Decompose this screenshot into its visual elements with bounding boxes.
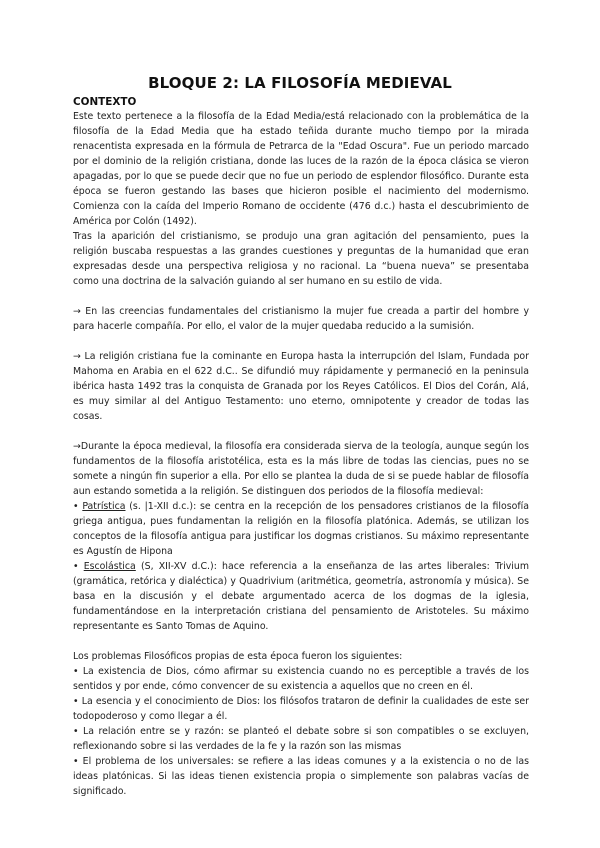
- bullet-patristica: [73, 499, 529, 559]
- page-title: BLOQUE 2: LA FILOSOFÍA MEDIEVAL: [148, 74, 452, 92]
- document-body: [73, 95, 529, 799]
- bullet-marker: •: [73, 561, 84, 572]
- problem-item-universals: • El problema de los universales: se refiere a las ideas comunes y a la existencia o no de las ideas platónicas. Si las ideas tienen existencia propia o simplemente son palabras vacías de significado.: [73, 756, 529, 797]
- arrow-paragraph-women: → En las creencias fundamentales del cristianismo la mujer fue creada a partir del hombre y para hacerle compañía. Por ello, el valor de la mujer quedaba reducido a la sumisión.: [73, 306, 529, 332]
- bullet-marker: •: [73, 501, 83, 512]
- problem-item-existence: • La existencia de Dios, cómo afirmar su existencia cuando no es perceptible a través de los sentidos y por ende, cómo convencer de su existencia a aquellos que no creen en él.: [73, 666, 529, 692]
- arrow-paragraph-theology: →Durante la época medieval, la filosofía era considerada sierva de la teología, aunque según los fundamentos de la filosofía aristotélica, esta es la más libre de todas las ciencias, pues no se somete a ningún fin superior a ella. Por ello se plantea la duda de si se puede hablar de filosofía aun estando sometida a la religión. Se distinguen dos periodos de la filosofía medieval:: [73, 441, 529, 497]
- patristica-description: (s. |1-XII d.c.): se centra en la recepción de los pensadores cristianos de la filosofía griega antigua, pues fundamentan la religión en la filosofía platónica. Además, se utilizan los conceptos de la filosofía antigua para justificar los dogmas cristianos. Su máximo representante es Agustín de Hipona: [73, 501, 529, 557]
- spacer: [73, 424, 529, 439]
- arrow-paragraph-islam: → La religión cristiana fue la cominante en Europa hasta la interrupción del Islam, Fundada por Mahoma en Arabia en el 622 d.C.. Se difundió muy rápidamente y permaneció en la peninsula ibérica hasta 1492 tras la conquista de Granada por los Reyes Católicos. El Dios del Corán, Alá, es muy similar al del Antiguo Testamento: uno eterno, omnipotente y creador de todas las cosas.: [73, 351, 529, 422]
- bullet-escolastica: [73, 559, 529, 634]
- problem-item-faith-reason: • La relación entre se y razón: se planteó el debate sobre si son compatibles o se excluyen, reflexionando sobre si las verdades de la fe y la razón son las mismas: [73, 726, 529, 752]
- intro-paragraph: Este texto pertenece a la filosofía de la Edad Media/está relacionado con la problemática de la filosofía de la Edad Media que ha estado teñida durante mucho tiempo por la mirada renacentista expresada en la fórmula de Petrarca de la "Edad Oscura". Fue un periodo marcado por el dominio de la religión cristiana, donde las luces de la razón de la época clásica se vieron apagadas, por lo que se puede decir que no fue un periodo de esplendor filosófico. Durante esta época se fueron gestando las bases que hicieron posible el nacimiento del modernismo. Comienza con la caída del Imperio Romano de occidente (476 d.c.) hasta el descubrimiento de América por Colón (1492).: [73, 111, 529, 227]
- escolastica-description: (S, XII-XV d.C.): hace referencia a la enseñanza de las artes liberales: Trivium (gramática, retórica y dialéctica) y Quadrivium (aritmética, geometría, astronomía y música). Se basa en la discusión y el debate argumentado acerca de los dogmas de la iglesia, fundamentándose en la interpretación cristiana del pensamiento de Aristoteles. Su máximo representante es Santo Tomas de Aquino.: [73, 561, 529, 632]
- problems-intro: Los problemas Filosóficos propias de esta época fueron los siguientes:: [73, 651, 403, 662]
- problem-item-essence: • La esencia y el conocimiento de Dios: los filósofos trataron de definir la cualidades de este ser todopoderoso y como llegar a él.: [73, 696, 529, 722]
- patristica-term: Patrística: [82, 501, 126, 512]
- intro-paragraph-2: Tras la aparición del cristianismo, se produjo una gran agitación del pensamiento, pues la religión buscaba respuestas a las grandes cuestiones y preguntas de la humanidad que eran expresadas desde una perspectiva religiosa y no racional. La “buena nueva” se presentaba como una doctrina de la salvación guiando al ser humano en su estilo de vida.: [73, 231, 529, 287]
- escolastica-term: Escolástica: [83, 561, 136, 572]
- spacer: [73, 634, 529, 649]
- spacer: [73, 334, 529, 349]
- spacer: [73, 289, 529, 304]
- section-heading: CONTEXTO: [73, 96, 137, 108]
